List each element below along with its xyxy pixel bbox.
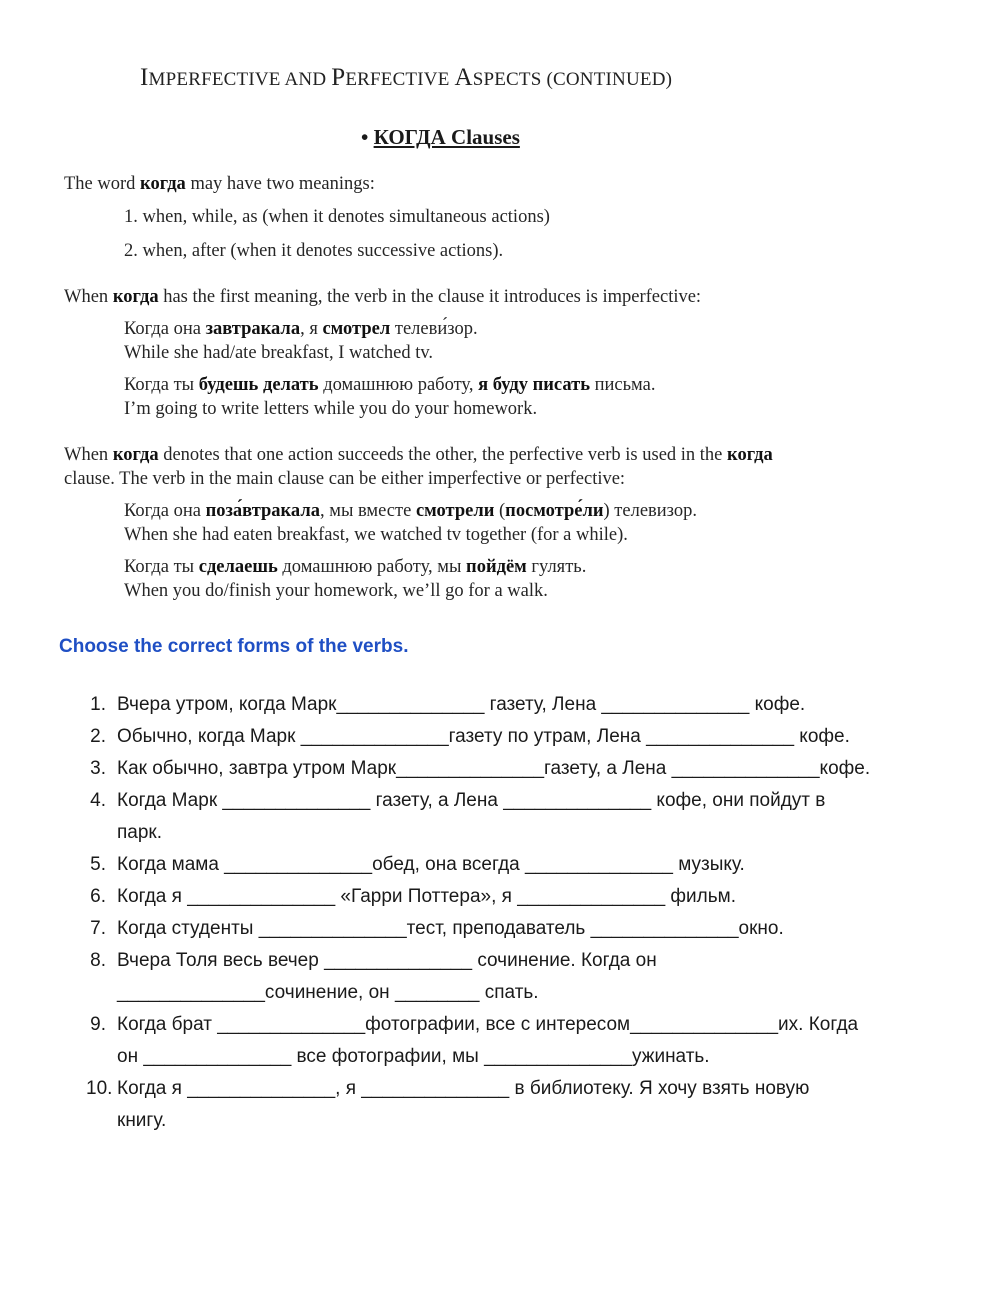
exercise-heading: Choose the correct forms of the verbs. xyxy=(59,636,409,657)
bold-text: завтракала xyxy=(205,319,301,339)
text: ) телевизор. xyxy=(603,501,698,521)
exercise-sentence: Когда я ______________ «Гарри Поттера», я ______________ фильм. xyxy=(117,886,736,907)
example-ru xyxy=(124,555,586,579)
meaning-1: 1. when, while, as (when it denotes simultaneous actions) xyxy=(124,207,550,227)
exercise-sentence: Как обычно, завтра утром Марк______________газету, а Лена ______________кофе. xyxy=(117,758,871,779)
text: Когда она xyxy=(124,319,206,339)
exercise-sentence: Когда мама ______________обед, она всегда ______________ музыку. xyxy=(117,854,745,875)
example-ru xyxy=(124,373,655,397)
text: Когда ты xyxy=(124,557,199,577)
exercise-number: 1. xyxy=(90,694,106,715)
exercise-sentence: книгу. xyxy=(117,1110,167,1131)
first-meaning-rule: When когда has the first meaning, the verb in the clause it introduces is imperfective: xyxy=(64,287,702,307)
bold-text: сделаешь xyxy=(198,557,278,577)
page-title: IMPERFECTIVE AND PERFECTIVE ASPECTS (CONTINUED) xyxy=(140,64,673,91)
second-meaning-rule-cont: clause. The verb in the main clause can be either imperfective or perfective: xyxy=(64,469,626,489)
bold-text: я буду писать xyxy=(478,375,590,395)
text: denotes that one action succeeds the other, the perfective verb is used in the xyxy=(158,445,728,465)
exercise-number: 9. xyxy=(90,1014,106,1035)
exercise-sentence: ______________сочинение, он ________ спать. xyxy=(117,982,539,1003)
section-heading: • КОГДА Clauses xyxy=(361,125,520,149)
exercise-number: 10. xyxy=(86,1078,113,1099)
text: Когда ты xyxy=(124,375,199,395)
text: ( xyxy=(494,501,506,521)
exercise-sentence: Когда Марк ______________ газету, а Лена ______________ кофе, они пойдут в xyxy=(117,790,826,811)
example-en: I’m going to write letters while you do your homework. xyxy=(124,399,538,419)
exercise-number: 7. xyxy=(90,918,106,939)
example-en: When you do/finish your homework, we’ll go for a walk. xyxy=(124,581,548,601)
exercise-sentence: Когда студенты ______________тест, преподаватель ______________окно. xyxy=(117,918,784,939)
exercise-number: 5. xyxy=(90,854,106,875)
text: домашнюю работу, xyxy=(318,375,479,395)
meaning-2: 2. when, after (when it denotes successive actions). xyxy=(124,241,504,261)
text: When xyxy=(64,445,113,465)
bold-text: поза́втракала xyxy=(205,501,320,521)
text: , я xyxy=(300,319,323,339)
exercise-sentence: парк. xyxy=(117,822,163,843)
bold-text: когда xyxy=(727,445,773,465)
second-meaning-rule xyxy=(64,443,773,467)
example-en: When she had eaten breakfast, we watched tv together (for a while). xyxy=(124,525,628,545)
exercise-number: 4. xyxy=(90,790,106,811)
exercise-number: 6. xyxy=(90,886,106,907)
text: телеви́зор. xyxy=(390,319,478,339)
exercise-sentence: Когда брат ______________фотографии, все с интересом______________их. Когда xyxy=(117,1014,859,1035)
bold-text: когда xyxy=(112,445,159,465)
exercise-number: 3. xyxy=(90,758,106,779)
text: домашнюю работу, мы xyxy=(277,557,467,577)
bold-text: посмотре́ли xyxy=(505,501,604,521)
text: гулять. xyxy=(526,557,587,577)
text: Когда она xyxy=(124,501,206,521)
exercise-sentence: Когда я ______________, я ______________ в библиотеку. Я хочу взять новую xyxy=(117,1078,810,1099)
exercise-sentence: Вчера утром, когда Марк______________ газету, Лена ______________ кофе. xyxy=(117,694,806,715)
exercise-sentence: он ______________ все фотографии, мы ______________ужинать. xyxy=(117,1046,710,1067)
text: письма. xyxy=(589,375,656,395)
exercise-number: 2. xyxy=(90,726,106,747)
exercise-sentence: Обычно, когда Марк ______________газету по утрам, Лена ______________ кофе. xyxy=(117,726,850,747)
example-ru xyxy=(124,499,697,523)
bold-text: смотрели xyxy=(415,501,495,521)
intro-line: The word когда may have two meanings: xyxy=(64,174,375,194)
bold-text: пойдём xyxy=(466,557,527,577)
example-en: While she had/ate breakfast, I watched tv. xyxy=(124,343,434,363)
example-ru xyxy=(124,317,478,341)
text: , мы вместе xyxy=(319,501,416,521)
bold-text: смотрел xyxy=(322,319,391,339)
exercise-sentence: Вчера Толя весь вечер ______________ сочинение. Когда он xyxy=(117,950,657,971)
bold-text: будешь делать xyxy=(198,375,319,395)
exercise-number: 8. xyxy=(90,950,106,971)
